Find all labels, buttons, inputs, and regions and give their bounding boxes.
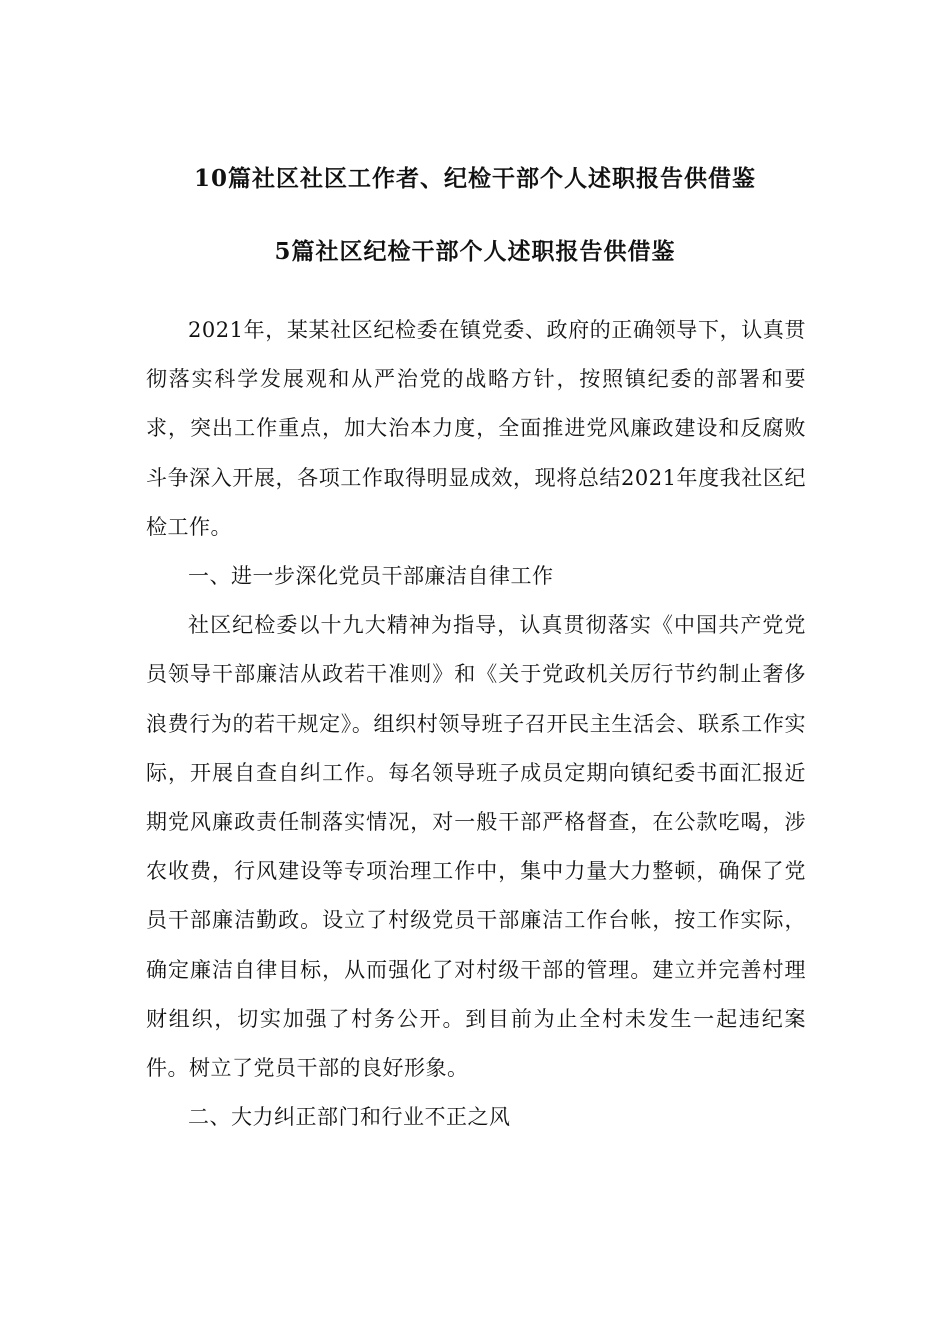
section-1-heading: 一、进一步深化党员干部廉洁自律工作 bbox=[188, 564, 554, 589]
document-body bbox=[146, 306, 806, 1142]
section-1-paragraph: 社区纪检委以十九大精神为指导，认真贯彻落实《中国共产党党员领导干部廉洁从政若干准则》和《关于党政机关厉行节约制止奢侈浪费行为的若干规定》。组织村领导班子召开民主生活会、联系工作实际，开展自查自纠工作。每名领导班子成员定期向镇纪委书面汇报近期党风廉政责任制落实情况，对一般干部严格督查，在公款吃喝，涉农收费，行风建设等专项治理工作中，集中力量大力整顿，确保了党员干部廉洁勤政。设立了村级党员干部廉洁工作台帐，按工作实际，确定廉洁自律目标，从而强化了对村级干部的管理。建立并完善村理财组织，切实加强了村务公开。到目前为止全村未发生一起违纪案件。树立了党员干部的良好形象。 bbox=[146, 613, 806, 1081]
intro-paragraph: 2021年，某某社区纪检委在镇党委、政府的正确领导下，认真贯彻落实科学发展观和从严治党的战略方针，按照镇纪委的部署和要求，突出工作重点，加大治本力度，全面推进党风廉政建设和反腐败斗争深入开展，各项工作取得明显成效，现将总结2021年度我社区纪检工作。 bbox=[146, 318, 806, 539]
section-2-heading: 二、大力纠正部门和行业不正之风 bbox=[188, 1105, 511, 1130]
document-subtitle: 5篇社区纪检干部个人述职报告供借鉴 bbox=[274, 238, 676, 265]
document-title: 10篇社区社区工作者、纪检干部个人述职报告供借鉴 bbox=[193, 165, 756, 192]
